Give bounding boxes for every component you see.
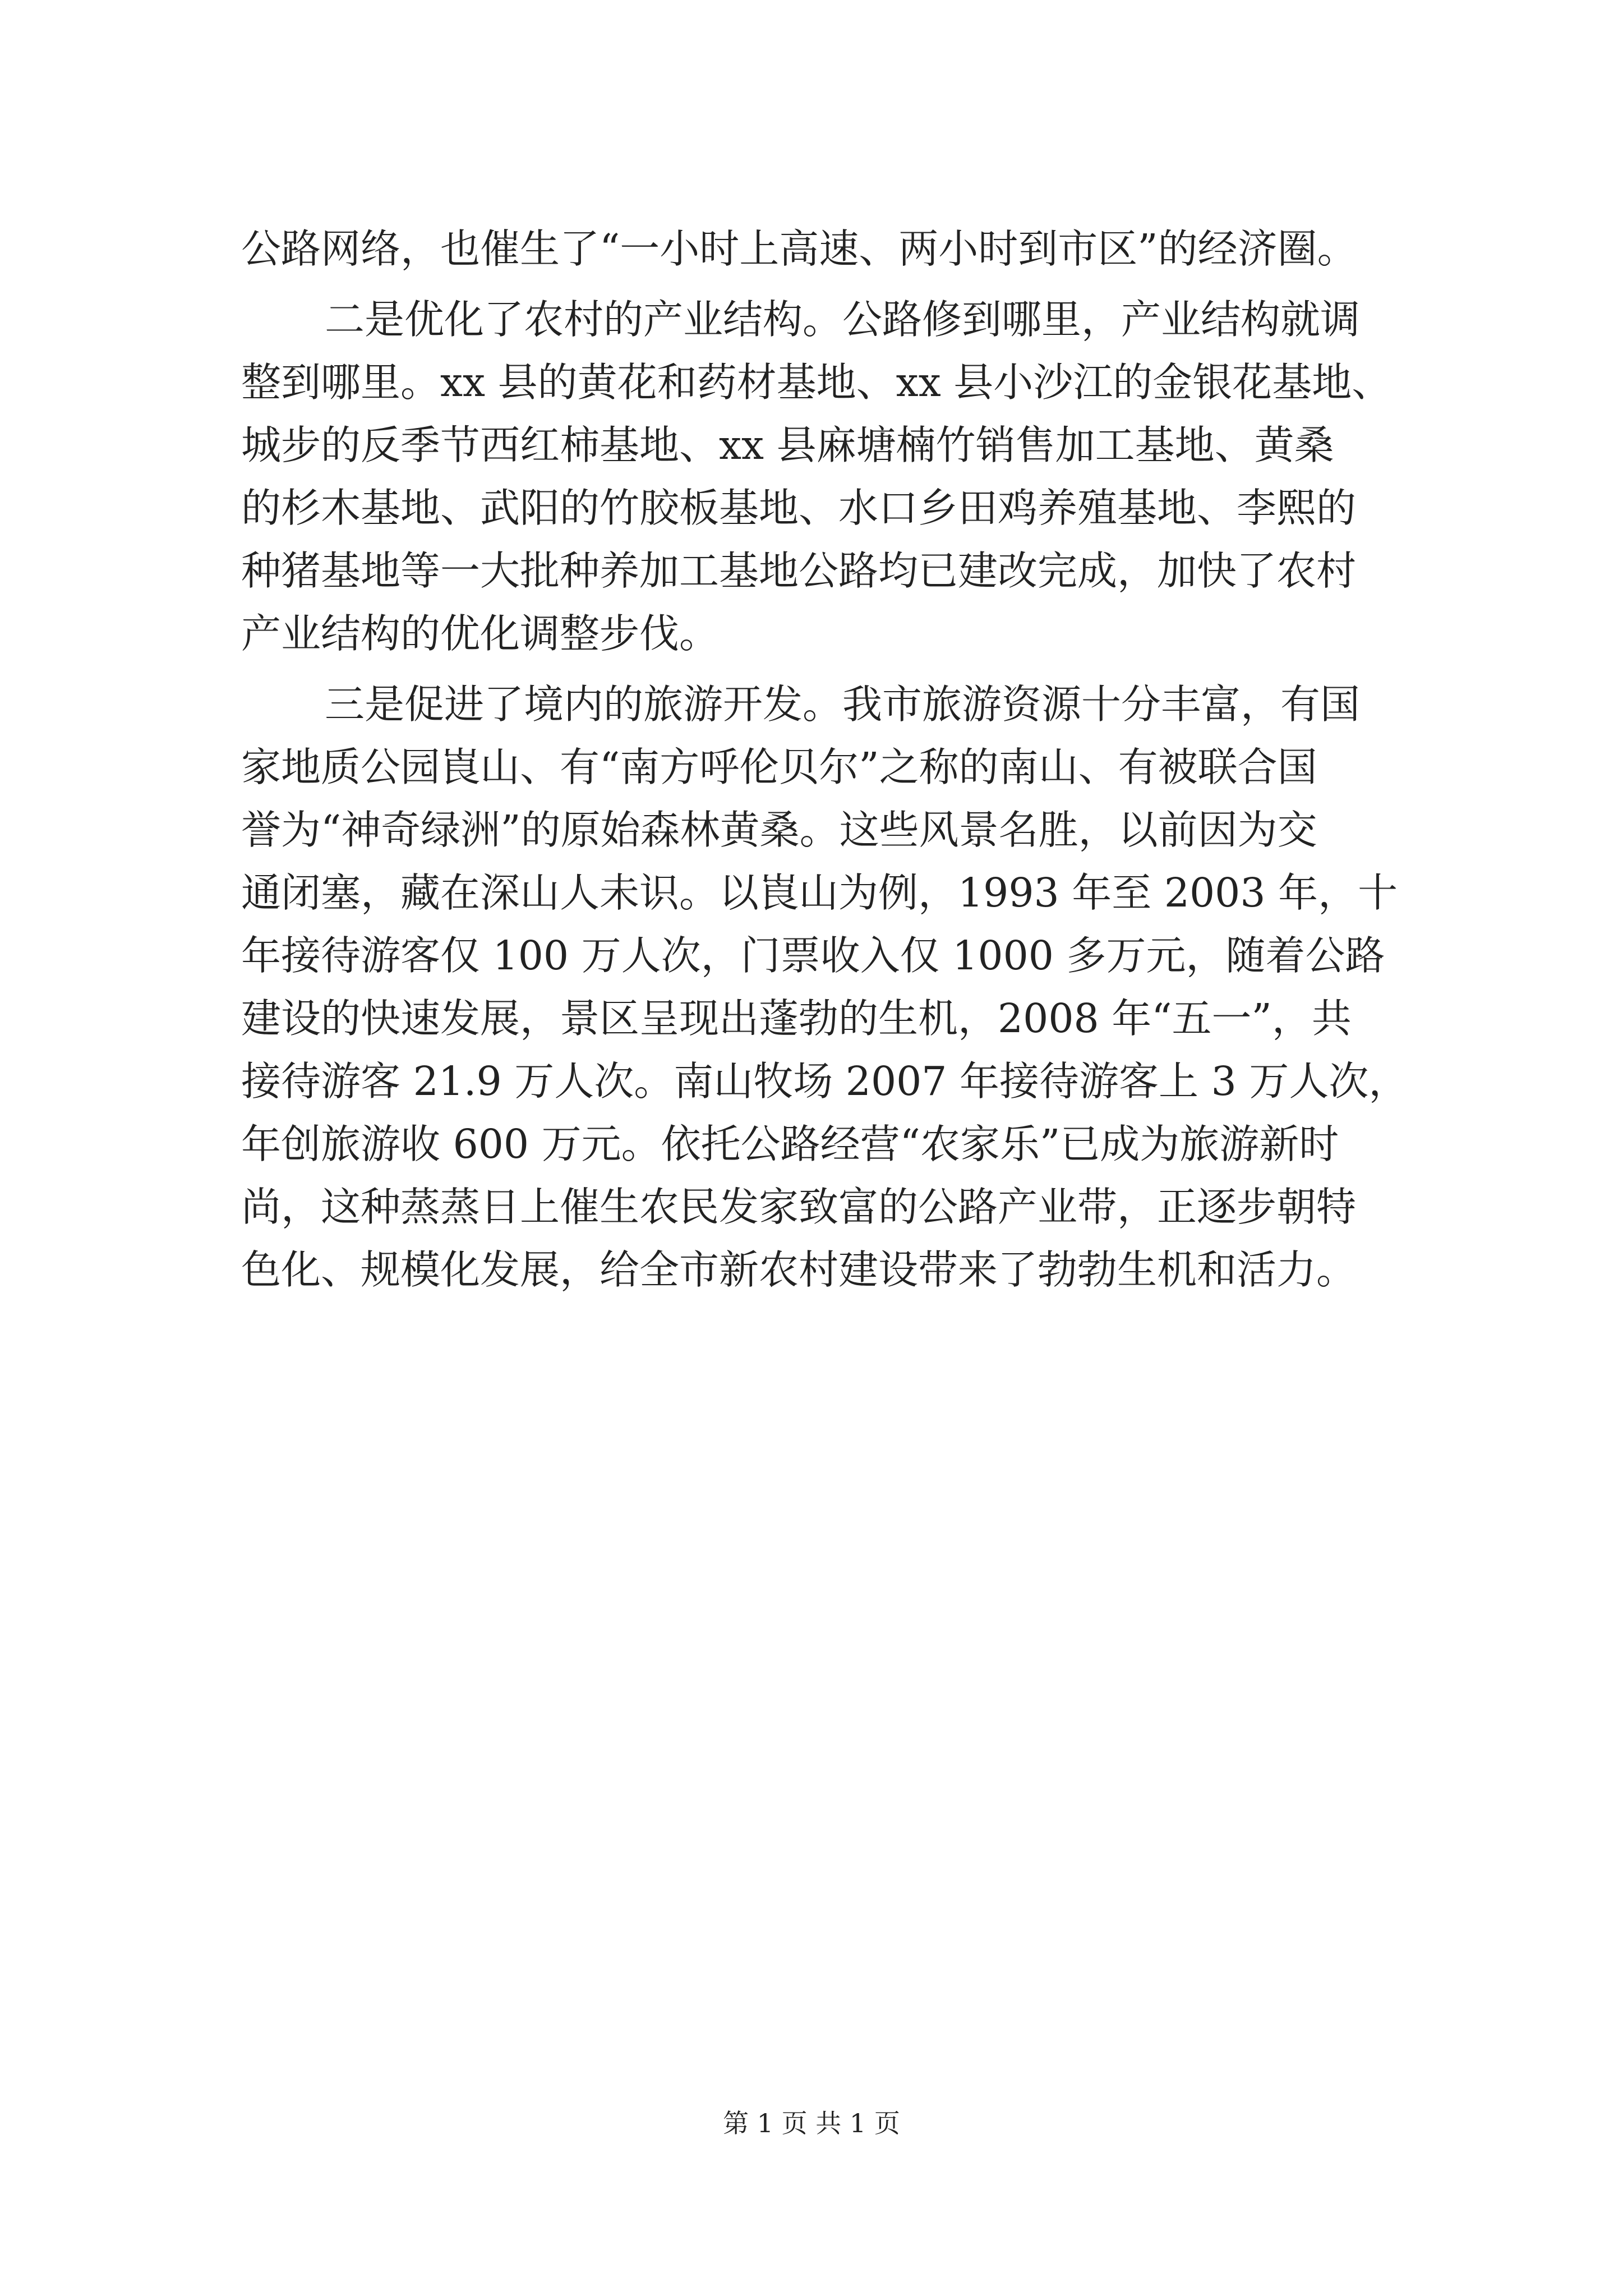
text-line: 色化、规模化发展，给全市新农村建设带来了勃勃生机和活力。	[241, 1246, 1357, 1293]
paragraph-gap	[241, 280, 1424, 288]
text-line: 通闭塞，藏在深山人未识。以崀山为例，1993 年至 2003 年，十	[241, 869, 1398, 916]
text-line: 家地质公园崀山、有“南方呼伦贝尔”之称的南山、有被联合国	[241, 744, 1317, 790]
text-line: 的杉木基地、武阳的竹胶板基地、水口乡田鸡养殖基地、李熙的	[241, 485, 1357, 531]
text-line: 三是促进了境内的旅游开发。我市旅游资源十分丰富，有国	[325, 681, 1361, 728]
text-line: 誉为“神奇绿洲”的原始森林黄桑。这些风景名胜，以前因为交	[241, 807, 1317, 853]
text-line: 二是优化了农村的产业结构。公路修到哪里，产业结构就调	[325, 296, 1361, 343]
text-line: 产业结构的优化调整步伐。	[241, 610, 720, 657]
text-line: 城步的反季节西红柿基地、xx 县麻塘楠竹销售加工基地、黄桑	[241, 422, 1334, 468]
text-line: 种猪基地等一大批种养加工基地公路均已建改完成，加快了农村	[241, 547, 1357, 594]
text-line: 接待游客 21.9 万人次。南山牧场 2007 年接待游客上 3 万人次，	[241, 1058, 1409, 1105]
text-line: 公路网络，也催生了“一小时上高速、两小时到市区”的经济圈。	[241, 226, 1357, 272]
text-line: 整到哪里。xx 县的黄花和药材基地、xx 县小沙江的金银花基地、	[241, 359, 1392, 406]
text-line: 建设的快速发展，景区呈现出蓬勃的生机，2008 年“五一”，共	[241, 995, 1352, 1042]
page-number-footer: 第 1 页 共 1 页	[723, 2108, 900, 2138]
text-line: 尚，这种蒸蒸日上催生农民发家致富的公路产业带，正逐步朝特	[241, 1184, 1357, 1230]
paragraph-gap	[241, 665, 1424, 673]
text-line: 年接待游客仅 100 万人次，门票收入仅 1000 多万元，随着公路	[241, 932, 1385, 979]
document-body	[241, 218, 1424, 1301]
text-line: 年创旅游收 600 万元。依托公路经营“农家乐”已成为旅游新时	[241, 1121, 1339, 1167]
